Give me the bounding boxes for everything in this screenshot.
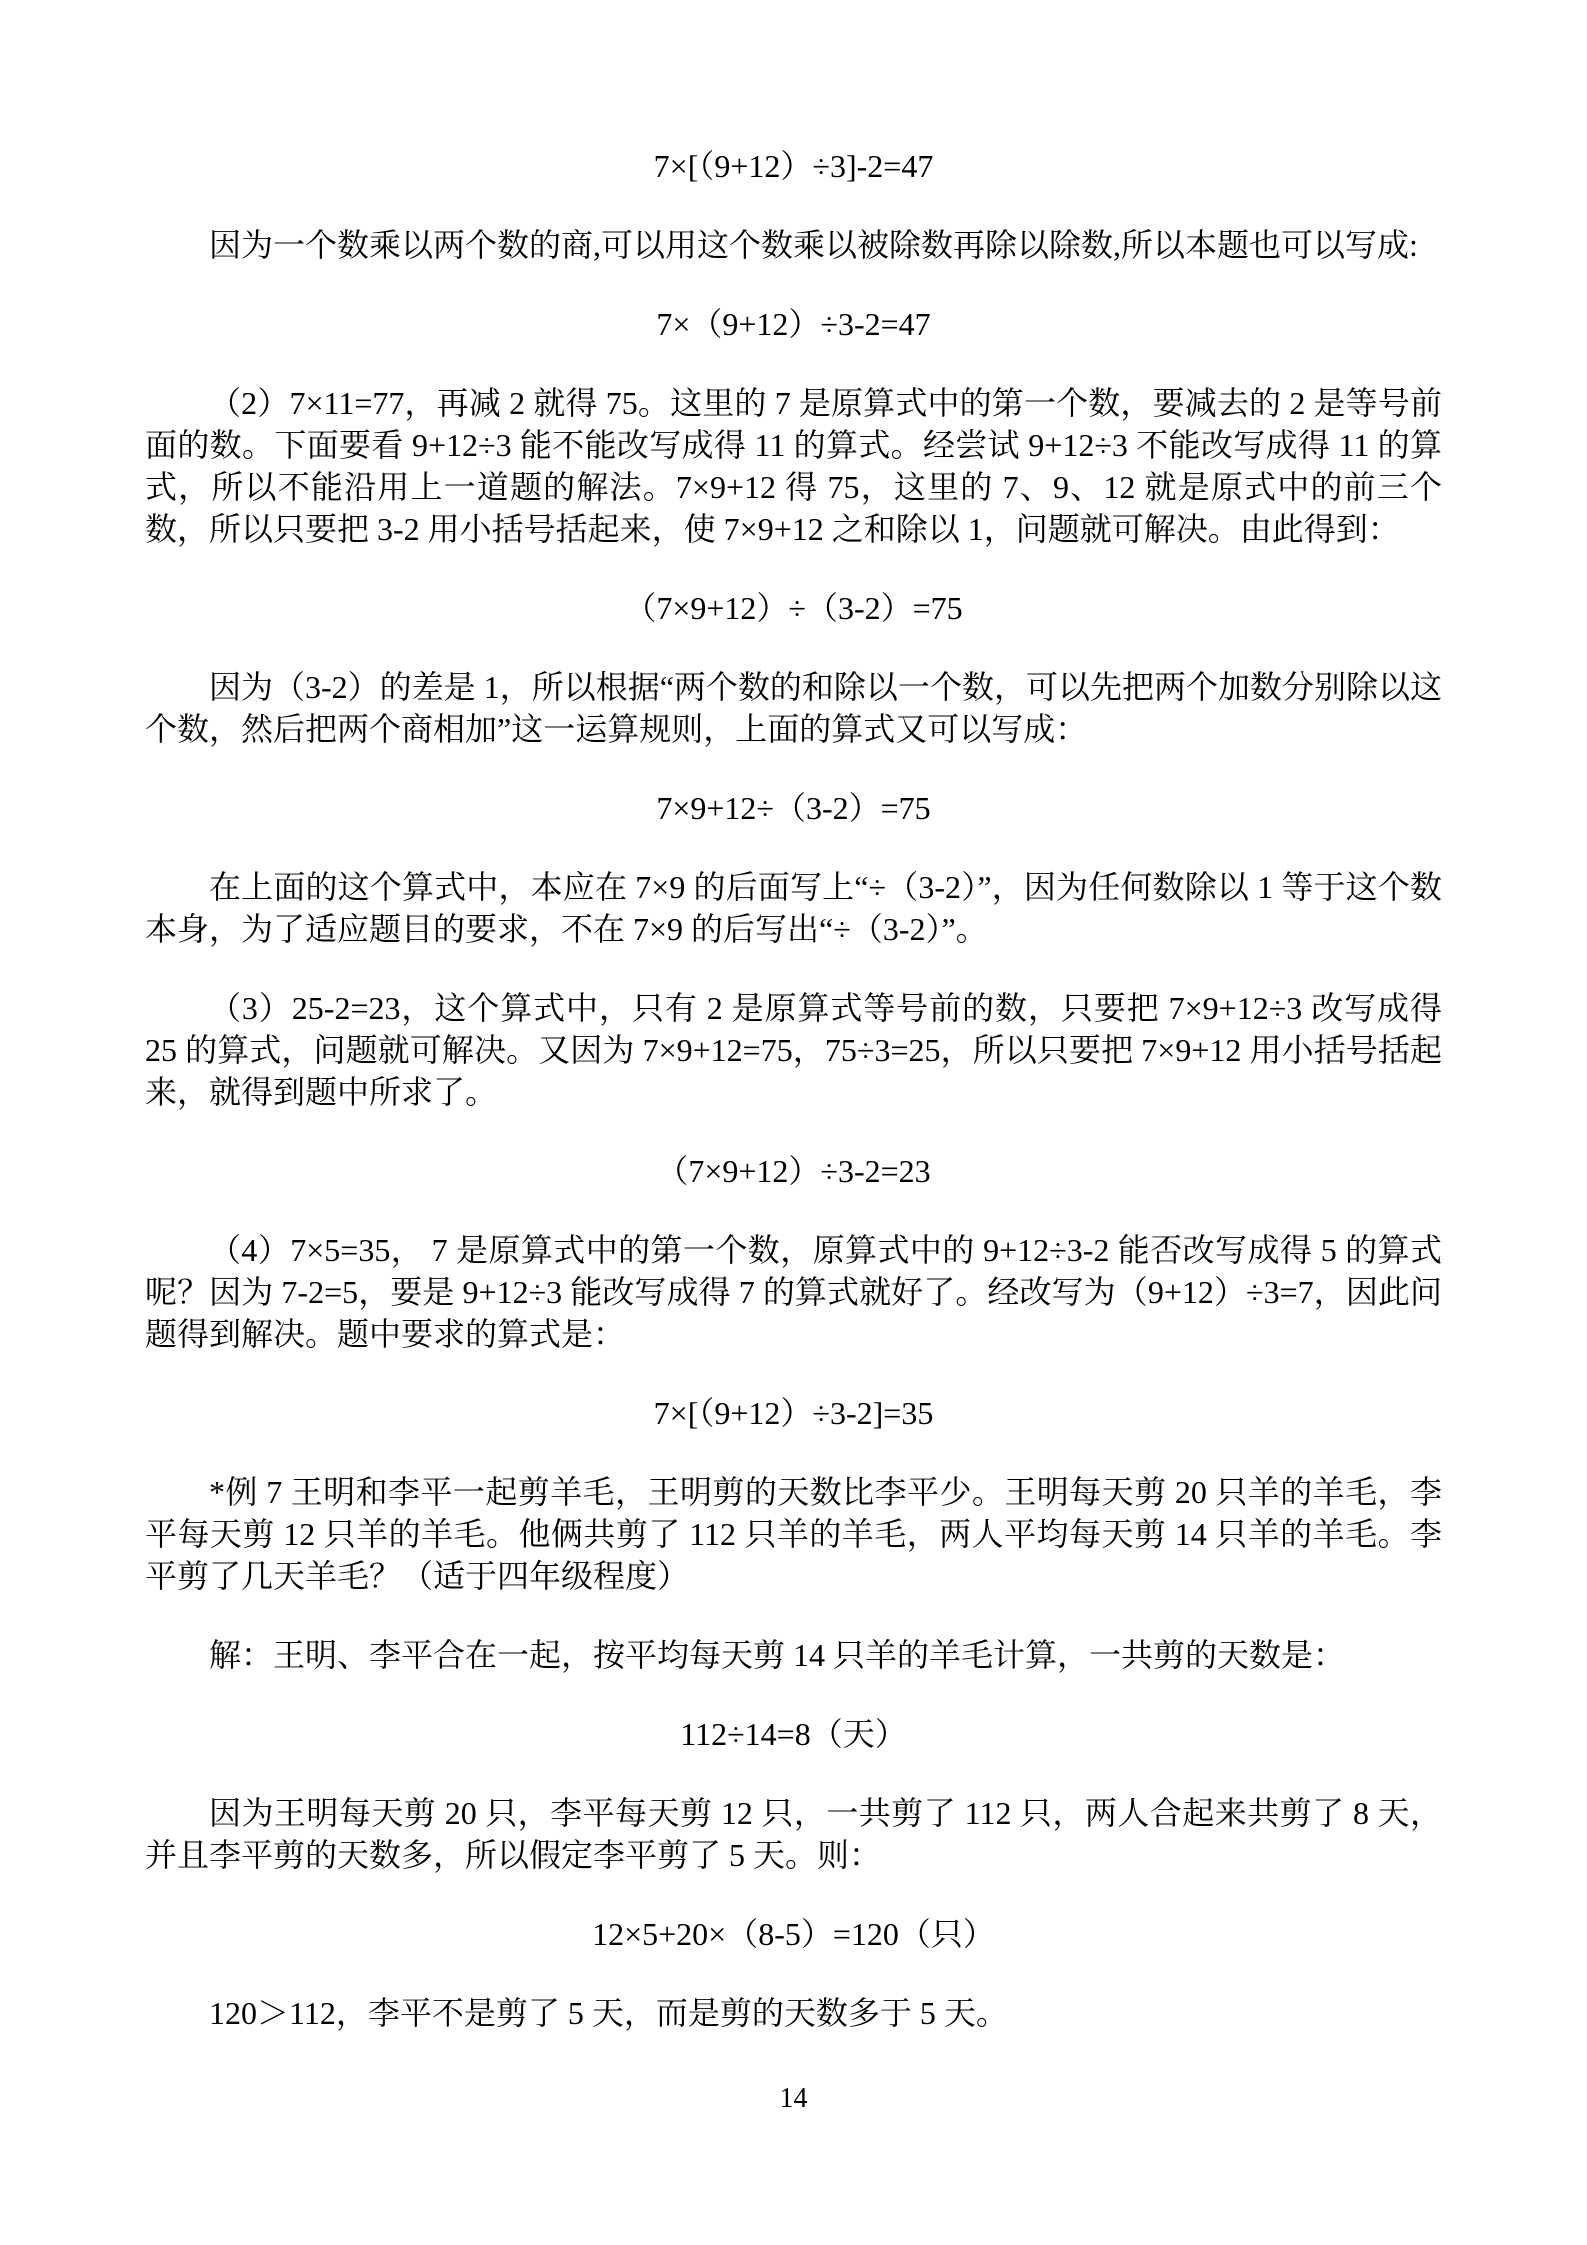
math-formula: （7×9+12）÷3-2=23 xyxy=(656,1153,931,1189)
math-formula: 112÷14=8（天） xyxy=(680,1716,907,1752)
body-paragraph: 120＞112，李平不是剪了 5 天，而是剪的天数多于 5 天。 xyxy=(209,1995,1008,2031)
body-paragraph: （4）7×5=35， 7 是原算式中的第一个数，原算式中的 9+12÷3-2 能否改写成得 5 的算式呢？因为 7-2=5，要是 9+12÷3 能改写成得 7 的算式就好了。经改写为（9+12）÷3=7，因此问题得到解决。题中要求的算式是： xyxy=(145,1232,1442,1352)
page-number: 14 xyxy=(779,2083,808,2114)
example-paragraph: *例 7 王明和李平一起剪羊毛，王明剪的天数比李平少。王明每天剪 20 只羊的羊毛，李平每天剪 12 只羊的羊毛。他俩共剪了 112 只羊的羊毛，两人平均每天剪 14 只羊的羊毛。李平剪了几天羊毛？（适于四年级程度） xyxy=(145,1474,1442,1594)
math-formula: 7×9+12÷（3-2）=75 xyxy=(656,790,931,826)
body-paragraph: 因为王明每天剪 20 只，李平每天剪 12 只，一共剪了 112 只，两人合起来共剪了 8 天，并且李平剪的天数多，所以假定李平剪了 5 天。则： xyxy=(145,1795,1442,1873)
solution-paragraph: 解：王明、李平合在一起，按平均每天剪 14 只羊的羊毛计算，一共剪的天数是： xyxy=(209,1637,1346,1673)
math-formula: （7×9+12）÷（3-2）=75 xyxy=(624,590,963,626)
body-paragraph: （3）25-2=23，这个算式中，只有 2 是原算式等号前的数，只要把 7×9+12÷3 改写成得 25 的算式，问题就可解决。又因为 7×9+12=75，75÷3=25，所以只要把 7×9+12 用小括号括起来，就得到题中所求了。 xyxy=(145,990,1442,1110)
body-paragraph: 在上面的这个算式中，本应在 7×9 的后面写上“÷（3-2）”，因为任何数除以 1 等于这个数本身，为了适应题目的要求，不在 7×9 的后写出“÷（3-2）”。 xyxy=(145,869,1442,947)
body-paragraph: （2）7×11=77，再减 2 就得 75。这里的 7 是原算式中的第一个数，要减去的 2 是等号前面的数。下面要看 9+12÷3 能不能改写成得 11 的算式。经尝试 9+12÷3 不能改写成得 11 的算式，所以不能沿用上一道题的解法。7×9+12 得 75，这里的 7、9、12 就是原式中的前三个数，所以只要把 3-2 用小括号括起来，使 7×9+12 之和除以 1，问题就可解决。由此得到： xyxy=(145,385,1442,547)
body-paragraph: 因为（3-2）的差是 1，所以根据“两个数的和除以一个数，可以先把两个加数分别除以这个数，然后把两个商相加”这一运算规则，上面的算式又可以写成： xyxy=(145,669,1442,747)
body-paragraph: 因为一个数乘以两个数的商,可以用这个数乘以被除数再除以除数,所以本题也可以写成: xyxy=(209,227,1418,263)
math-formula: 12×5+20×（8-5）=120（只） xyxy=(592,1916,995,1952)
math-formula: 7×[（9+12）÷3]-2=47 xyxy=(653,148,934,184)
math-formula: 7×（9+12）÷3-2=47 xyxy=(656,306,931,342)
math-formula: 7×[（9+12）÷3-2]=35 xyxy=(653,1395,934,1431)
